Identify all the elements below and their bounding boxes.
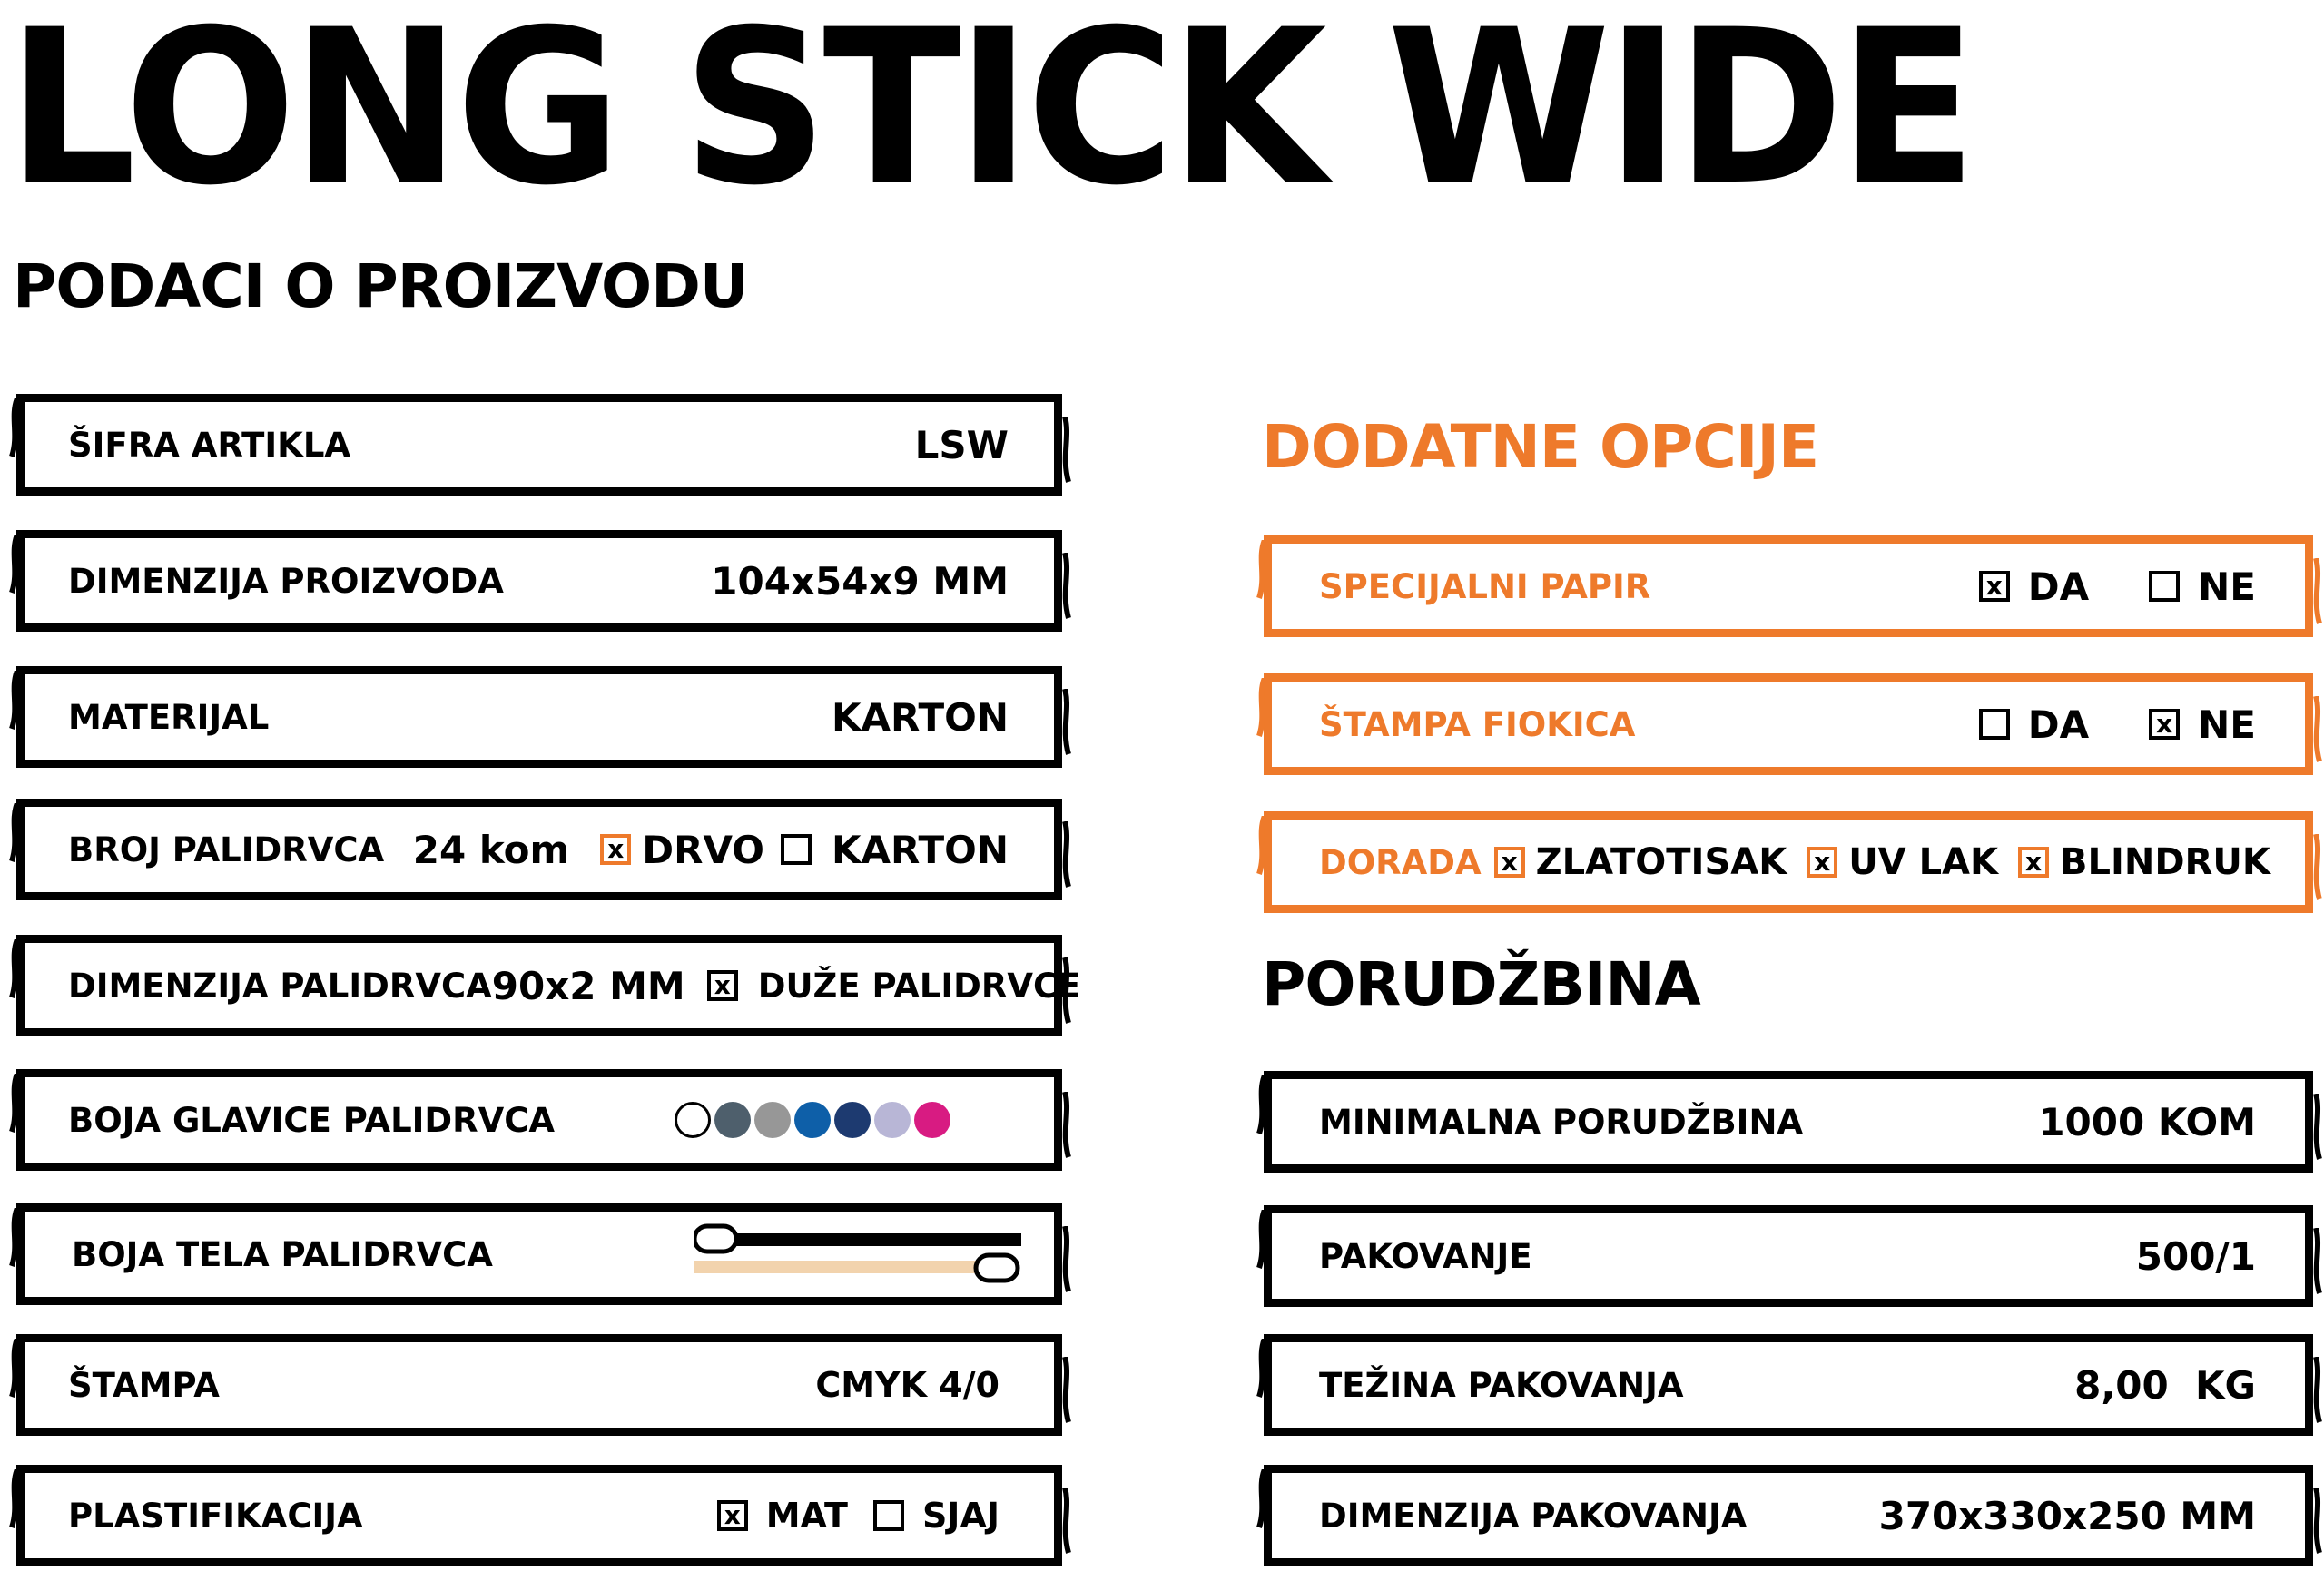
tape-hook-icon bbox=[8, 671, 21, 743]
row-minimum-order bbox=[1264, 1071, 2313, 1173]
option-label: KARTON bbox=[831, 827, 1009, 872]
section-title-product-data: PODACI O PROIZVODU bbox=[13, 251, 748, 321]
checkbox-drawer-print-yes[interactable] bbox=[1979, 709, 2010, 740]
option-label: BLINDRUK bbox=[2060, 841, 2270, 883]
row-special-paper bbox=[1264, 535, 2313, 637]
tape-hook-icon bbox=[2310, 1488, 2323, 1560]
row-label: PLASTIFIKACIJA bbox=[68, 1496, 363, 1536]
option-label: SJAJ bbox=[921, 1496, 1000, 1536]
tape-hook-icon bbox=[8, 1469, 21, 1542]
row-article-code bbox=[16, 394, 1062, 496]
tape-hook-icon bbox=[1256, 1469, 1268, 1542]
row-value: CMYK 4/0 bbox=[815, 1365, 1000, 1405]
row-label: BOJA TELA PALIDRVCA bbox=[72, 1234, 493, 1274]
row-lamination bbox=[16, 1465, 1062, 1566]
row-value: KARTON bbox=[831, 694, 1009, 740]
tape-hook-icon bbox=[1256, 816, 1268, 889]
row-value: 500/1 bbox=[2135, 1233, 2256, 1279]
tape-hook-icon bbox=[1059, 553, 1072, 625]
head-color-swatches bbox=[675, 1102, 950, 1138]
row-match-count bbox=[16, 799, 1062, 900]
tape-hook-icon bbox=[1059, 1357, 1072, 1429]
row-value: 8,00 KG bbox=[2074, 1362, 2256, 1408]
option-label: ZLATOTISAK bbox=[1535, 841, 1787, 883]
row-value: 1000 KOM bbox=[2038, 1099, 2256, 1144]
row-value: 104x54x9 MM bbox=[711, 558, 1009, 604]
row-value: LSW bbox=[914, 422, 1009, 467]
row-label: SPECIJALNI PAPIR bbox=[1319, 566, 1651, 606]
tape-hook-icon bbox=[1256, 1339, 1268, 1411]
option-label: MAT bbox=[765, 1496, 848, 1536]
tape-hook-icon bbox=[2310, 1094, 2323, 1166]
color-swatch bbox=[914, 1102, 950, 1138]
tape-hook-icon bbox=[8, 1208, 21, 1281]
tape-hook-icon bbox=[1256, 540, 1268, 613]
row-label: ŠTAMPA bbox=[68, 1365, 220, 1405]
row-body-color bbox=[16, 1203, 1062, 1305]
tape-hook-icon bbox=[8, 1074, 21, 1146]
row-value: 370x330x250 MM bbox=[1878, 1493, 2256, 1538]
row-package-dimension bbox=[1264, 1465, 2313, 1566]
row-label: DORADA bbox=[1319, 842, 1482, 882]
row-label: TEŽINA PAKOVANJA bbox=[1319, 1365, 1684, 1405]
tape-hook-icon bbox=[1059, 1226, 1072, 1299]
row-label: DIMENZIJA PAKOVANJA bbox=[1319, 1496, 1748, 1536]
tape-hook-icon bbox=[8, 535, 21, 607]
checkbox-wood[interactable]: x bbox=[600, 834, 631, 865]
option-label: NE bbox=[2198, 702, 2256, 747]
tape-hook-icon bbox=[1059, 957, 1072, 1030]
tape-hook-icon bbox=[8, 803, 21, 876]
option-label: DA bbox=[2027, 564, 2090, 609]
row-label: ŠTAMPA FIOKICA bbox=[1319, 704, 1636, 744]
tape-hook-icon bbox=[1256, 1210, 1268, 1282]
black-stick bbox=[713, 1233, 1021, 1246]
product-title: LONG STICK WIDE bbox=[7, 0, 1973, 232]
option-label: DUŽE PALIDRVCE bbox=[757, 966, 1081, 1006]
color-swatch bbox=[714, 1102, 751, 1138]
color-swatch bbox=[675, 1102, 711, 1138]
match-sticks-icon bbox=[694, 1222, 1021, 1286]
tape-hook-icon bbox=[8, 398, 21, 471]
checkbox-gloss[interactable] bbox=[873, 1500, 904, 1531]
stick-head-black bbox=[694, 1226, 736, 1252]
checkbox-long-matches[interactable]: x bbox=[707, 970, 738, 1001]
tape-hook-icon bbox=[2310, 1357, 2323, 1429]
row-label: BROJ PALIDRVCA bbox=[68, 830, 385, 869]
section-title-extra-options: DODATNE OPCIJE bbox=[1262, 412, 1819, 482]
row-material bbox=[16, 666, 1062, 768]
tape-hook-icon bbox=[1059, 417, 1072, 489]
section-title-order: PORUDŽBINA bbox=[1262, 949, 1700, 1019]
tape-hook-icon bbox=[1256, 678, 1268, 751]
checkbox-cardboard[interactable] bbox=[781, 834, 812, 865]
checkbox-matte[interactable]: x bbox=[717, 1500, 748, 1531]
row-head-color bbox=[16, 1069, 1062, 1171]
option-label: UV LAK bbox=[1848, 841, 1999, 883]
checkbox-special-paper-yes[interactable]: x bbox=[1979, 571, 2010, 602]
row-drawer-print bbox=[1264, 673, 2313, 775]
tape-hook-icon bbox=[1059, 821, 1072, 894]
checkbox-gold-foil[interactable]: x bbox=[1494, 847, 1525, 878]
row-match-dimension bbox=[16, 935, 1081, 1036]
color-swatch bbox=[754, 1102, 791, 1138]
row-label: MINIMALNA PORUDŽBINA bbox=[1319, 1102, 1804, 1142]
row-label: MATERIJAL bbox=[68, 697, 270, 737]
tape-hook-icon bbox=[2310, 1228, 2323, 1301]
option-label: NE bbox=[2198, 564, 2256, 609]
row-label: ŠIFRA ARTIKLA bbox=[68, 425, 351, 465]
checkbox-uv-varnish[interactable]: x bbox=[1807, 847, 1837, 878]
row-label: DIMENZIJA PALIDRVCA bbox=[68, 966, 492, 1006]
checkbox-drawer-print-no[interactable]: x bbox=[2149, 709, 2180, 740]
light-stick bbox=[694, 1261, 994, 1273]
tape-hook-icon bbox=[1256, 1075, 1268, 1148]
row-label: BOJA GLAVICE PALIDRVCA bbox=[68, 1100, 556, 1140]
tape-hook-icon bbox=[1059, 689, 1072, 761]
row-product-dimension bbox=[16, 530, 1062, 632]
row-finishing bbox=[1264, 811, 2313, 913]
row-packaging bbox=[1264, 1205, 2313, 1307]
match-dimension-value: 90x2 MM bbox=[491, 963, 685, 1008]
checkbox-special-paper-no[interactable] bbox=[2149, 571, 2180, 602]
checkbox-embossing[interactable]: x bbox=[2018, 847, 2049, 878]
tape-hook-icon bbox=[8, 939, 21, 1012]
color-swatch bbox=[794, 1102, 831, 1138]
tape-hook-icon bbox=[2310, 558, 2323, 631]
row-label: PAKOVANJE bbox=[1319, 1236, 1532, 1276]
row-package-weight bbox=[1264, 1334, 2313, 1436]
tape-hook-icon bbox=[1059, 1488, 1072, 1560]
option-label: DA bbox=[2027, 702, 2090, 747]
tape-hook-icon bbox=[2310, 696, 2323, 769]
color-swatch bbox=[834, 1102, 871, 1138]
tape-hook-icon bbox=[8, 1339, 21, 1411]
color-swatch bbox=[874, 1102, 911, 1138]
stick-head-light bbox=[976, 1255, 1018, 1281]
tape-hook-icon bbox=[2310, 834, 2323, 907]
row-label: DIMENZIJA PROIZVODA bbox=[68, 561, 504, 601]
match-count-value: 24 kom bbox=[412, 827, 570, 872]
row-print bbox=[16, 1334, 1062, 1436]
option-label: DRVO bbox=[642, 827, 764, 872]
tape-hook-icon bbox=[1059, 1092, 1072, 1164]
